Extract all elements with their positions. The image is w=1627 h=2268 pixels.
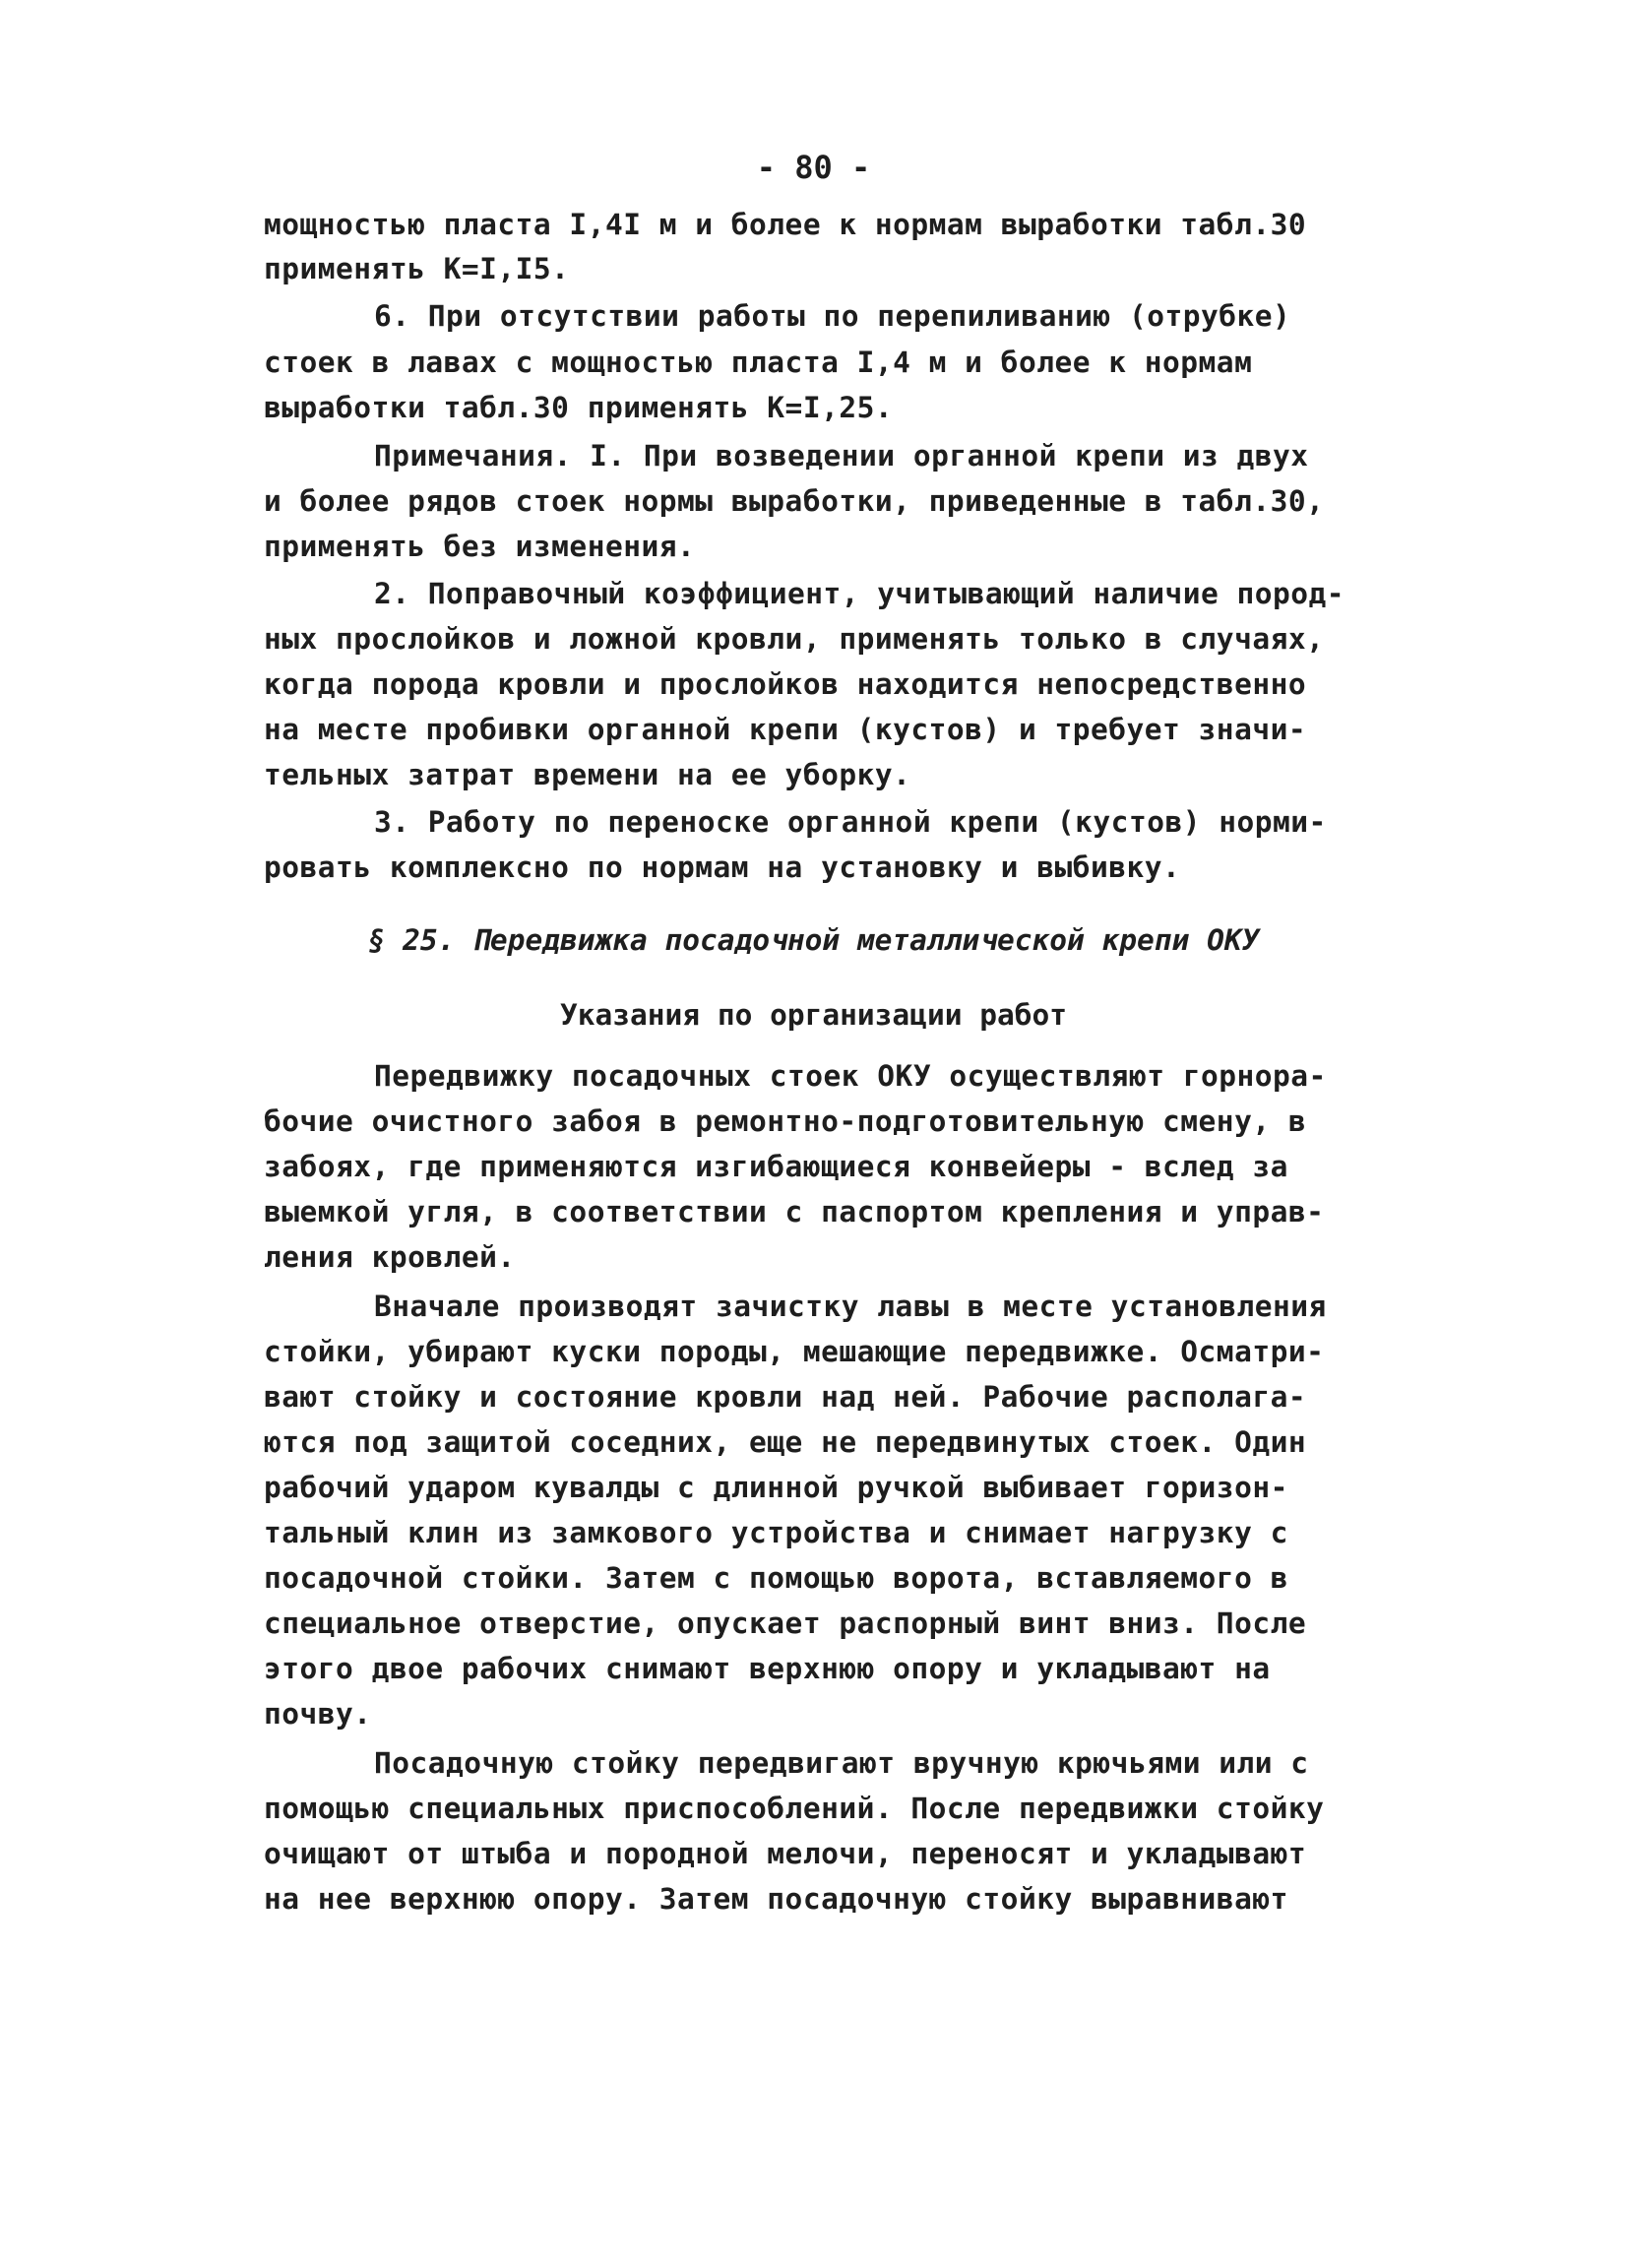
section-title: § 25. Передвижка посадочной металлической крепи ОКУ: [367, 923, 1260, 957]
text-line: этого двое рабочих снимают верхнюю опору и укладывают на: [264, 1652, 1271, 1685]
text-line: мощностью пласта I,4I м и более к нормам выработки табл.30: [264, 208, 1307, 241]
text-line: ных прослойков и ложной кровли, применять только в случаях,: [264, 622, 1325, 656]
text-line: ления кровлей.: [264, 1240, 516, 1274]
text-line: Примечания. I. При возведении органной крепи из двух: [374, 439, 1309, 472]
text-line: 6. При отсутствии работы по перепиливанию (отрубке): [374, 299, 1291, 333]
text-line: на нее верхнюю опору. Затем посадочную стойку выравнивают: [264, 1882, 1288, 1916]
text-line: помощью специальных приспособлений. После передвижки стойку: [264, 1792, 1325, 1825]
text-line: тельных затрат времени на ее уборку.: [264, 758, 911, 791]
text-line: стойки, убирают куски породы, мешающие передвижке. Осматри-: [264, 1335, 1325, 1368]
text-line: выработки табл.30 применять К=I,25.: [264, 391, 894, 424]
subsection-title: Указания по организации работ: [559, 998, 1068, 1032]
text-line: ровать комплексно по нормам на установку и выбивку.: [264, 850, 1181, 884]
text-line: очищают от штыба и породной мелочи, переносят и укладывают: [264, 1837, 1307, 1870]
text-line: посадочной стойки. Затем с помощью ворота, вставляемого в: [264, 1561, 1288, 1595]
text-line: 2. Поправочный коэффициент, учитывающий наличие пород-: [374, 577, 1345, 610]
text-line: забоях, где применяются изгибающиеся конвейеры - вслед за: [264, 1150, 1288, 1183]
text-line: на месте пробивки органной крепи (кустов) и требует значи-: [264, 713, 1307, 746]
text-line: 3. Работу по переноске органной крепи (кустов) норми-: [374, 805, 1327, 839]
text-line: Вначале производят зачистку лавы в месте установления: [374, 1290, 1327, 1323]
text-line: Передвижку посадочных стоек ОКУ осуществляют горнора-: [374, 1059, 1327, 1093]
text-line: выемкой угля, в соответствии с паспортом крепления и управ-: [264, 1195, 1325, 1228]
text-line: специальное отверстие, опускает распорный винт вниз. После: [264, 1606, 1307, 1640]
text-line: рабочий ударом кувалды с длинной ручкой выбивает горизон-: [264, 1471, 1288, 1504]
text-line: применять К=I,I5.: [264, 252, 570, 285]
text-line: когда порода кровли и прослойков находится непосредственно: [264, 667, 1307, 701]
text-line: стоек в лавах с мощностью пласта I,4 м и более к нормам: [264, 346, 1253, 379]
text-line: бочие очистного забоя в ремонтно-подготовительную смену, в: [264, 1104, 1307, 1138]
text-line: ются под защитой соседних, еще не передвинутых стоек. Один: [264, 1425, 1307, 1459]
text-line: Посадочную стойку передвигают вручную крючьями или с: [374, 1746, 1309, 1780]
text-line: применять без изменения.: [264, 530, 696, 563]
text-line: и более рядов стоек нормы выработки, приведенные в табл.30,: [264, 484, 1325, 518]
page-number: - 80 -: [756, 149, 871, 186]
text-line: тальный клин из замкового устройства и снимает нагрузку с: [264, 1516, 1288, 1549]
text-line: вают стойку и состояние кровли над ней. Рабочие располага-: [264, 1380, 1307, 1414]
text-line: почву.: [264, 1697, 372, 1731]
